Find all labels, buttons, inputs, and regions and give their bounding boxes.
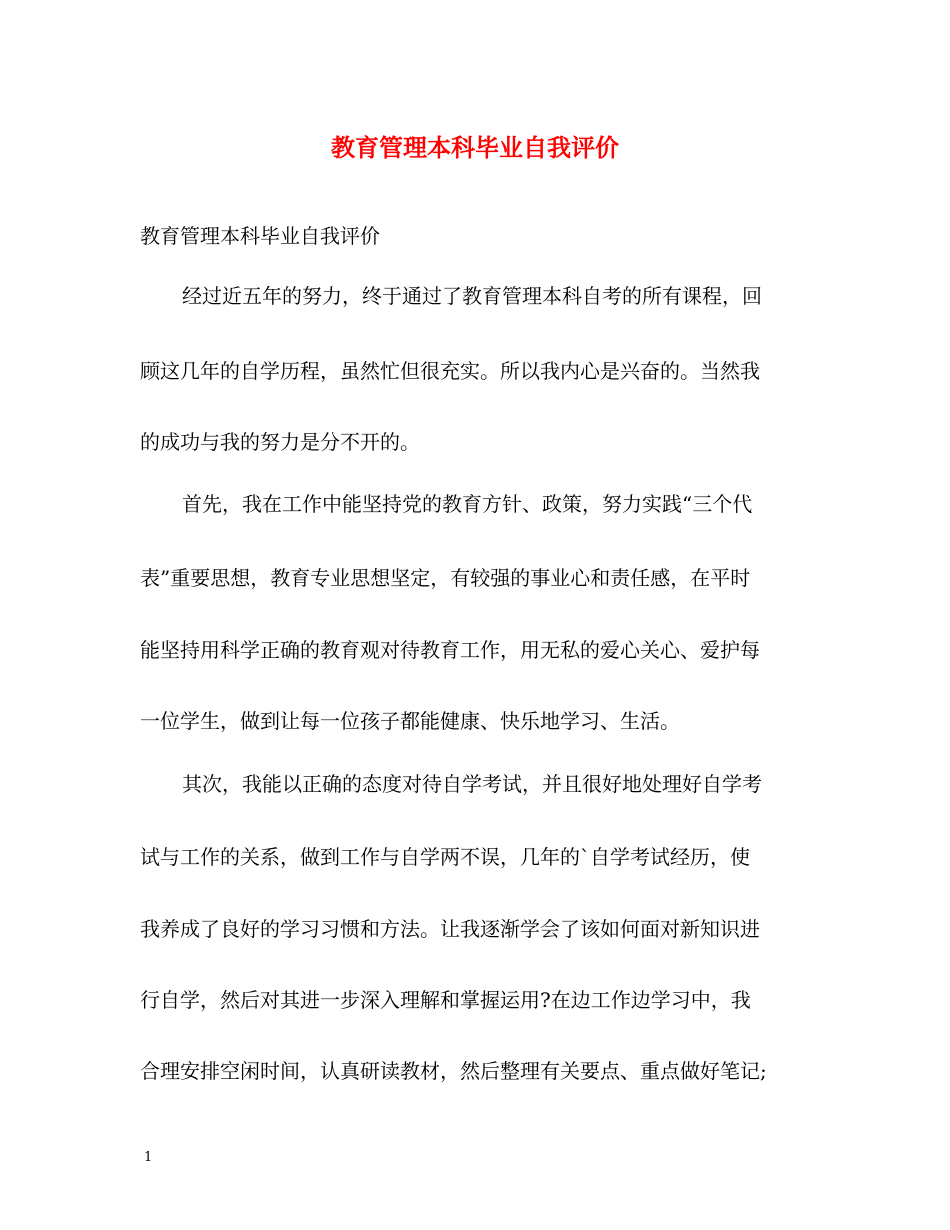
paragraph-2-line-3: 能坚持用科学正确的教育观对待教育工作，用无私的爱心关心、爱护每 — [140, 638, 760, 662]
paragraph-3-line-4: 行自学，然后对其进一步深入理解和掌握运用?在边工作边学习中，我 — [140, 988, 751, 1012]
document-title: 教育管理本科毕业自我评价 — [331, 133, 619, 162]
paragraph-3-line-5: 合理安排空闲时间，认真研读教材，然后整理有关要点、重点做好笔记; — [140, 1059, 767, 1083]
paragraph-2-line-2: 表”重要思想，教育专业思想坚定，有较强的事业心和责任感，在平时 — [140, 566, 751, 590]
page-number: 1 — [144, 1150, 153, 1165]
paragraph-3-line-2: 试与工作的关系，做到工作与自学两不误，几年的`自学考试经历，使 — [140, 845, 750, 869]
paragraph-1-line-2: 顾这几年的自学历程，虽然忙但很充实。所以我内心是兴奋的。当然我 — [140, 359, 760, 383]
paragraph-2-line-1: 首先，我在工作中能坚持党的教育方针、政策，努力实践“三个代 — [182, 492, 753, 516]
paragraph-3-line-1: 其次，我能以正确的态度对待自学考试，并且很好地处理好自学考 — [182, 772, 762, 796]
document-subtitle: 教育管理本科毕业自我评价 — [140, 224, 380, 248]
paragraph-1-line-1: 经过近五年的努力，终于通过了教育管理本科自考的所有课程，回 — [182, 284, 762, 308]
paragraph-1-line-3: 的成功与我的努力是分不开的。 — [140, 430, 420, 454]
paragraph-2-line-4: 一位学生，做到让每一位孩子都能健康、快乐地学习、生活。 — [140, 709, 680, 733]
paragraph-3-line-3: 我养成了良好的学习习惯和方法。让我逐渐学会了该如何面对新知识进 — [140, 917, 760, 941]
